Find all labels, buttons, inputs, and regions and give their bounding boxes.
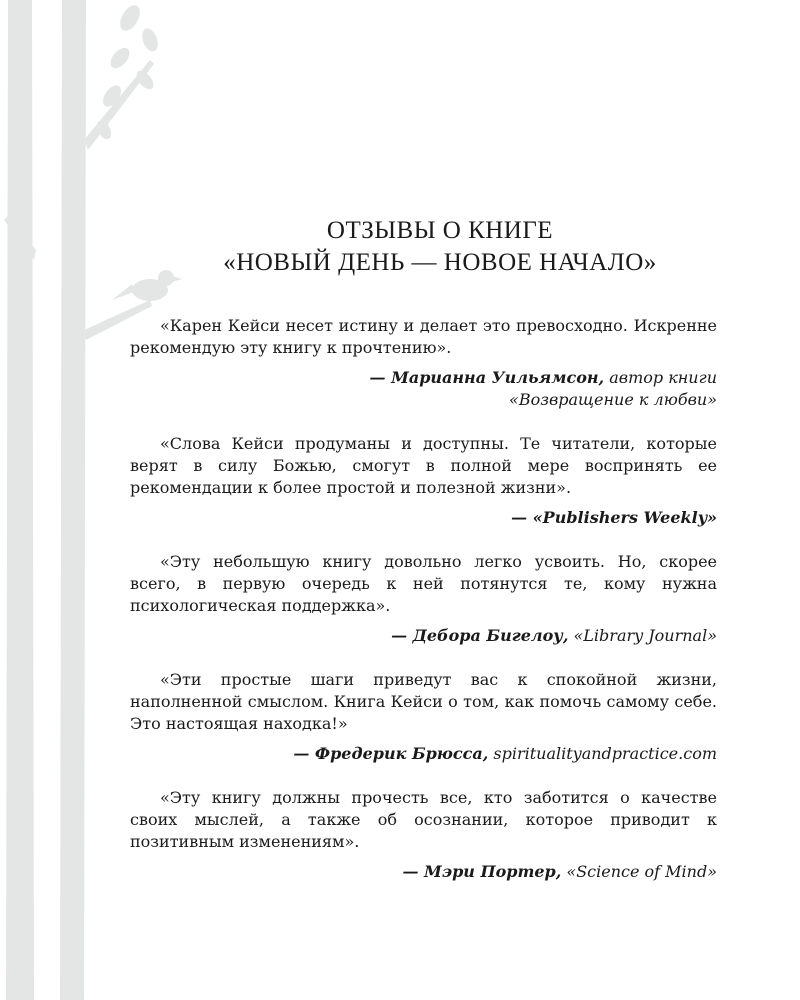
- review-source: spiritualityandpractice.com: [493, 744, 717, 763]
- review-attribution: [130, 625, 717, 647]
- review-attribution: [130, 367, 717, 411]
- page-title: [0, 215, 800, 279]
- review-quote: «Карен Кейси несет истину и делает это превосходно. Искренне рекомендую эту книгу к прочтению».: [130, 316, 717, 357]
- review-author: — Дебора Бигелоу,: [391, 626, 569, 645]
- review-author: — Фредерик Брюсса,: [293, 744, 489, 763]
- title-line-2: «НОВЫЙ ДЕНЬ — НОВОЕ НАЧАЛО»: [223, 249, 657, 276]
- review-source: автор книги: [609, 368, 717, 387]
- review-item: [130, 551, 717, 647]
- review-item: [130, 669, 717, 765]
- review-quote: «Эту книгу должны прочесть все, кто заботится о качестве своих мыслей, а также об осознании, которое приводит к позитивным изменениям».: [130, 788, 717, 851]
- reviews-list: [130, 315, 717, 905]
- review-item: [130, 315, 717, 411]
- review-attribution: [130, 861, 717, 883]
- review-source: «Library Journal»: [573, 626, 717, 645]
- review-author: — Мэри Портер,: [402, 862, 562, 881]
- review-item: [130, 787, 717, 883]
- review-item: [130, 433, 717, 529]
- title-line-1: ОТЗЫВЫ О КНИГЕ: [326, 217, 554, 244]
- review-quote: «Эти простые шаги приведут вас к спокойной жизни, наполненной смыслом. Книга Кейси о том, как помочь самому себе. Это настоящая находка!»: [130, 670, 717, 733]
- review-attribution: [130, 507, 717, 529]
- review-quote: «Слова Кейси продуманы и доступны. Те читатели, которые верят в силу Божью, смогут в полной мере воспринять ее рекомендации к более простой и полезной жизни».: [130, 434, 717, 497]
- review-source-book: «Возвращение к любви»: [509, 390, 717, 409]
- review-author: — Марианна Уильямсон,: [369, 368, 605, 387]
- review-quote: «Эту небольшую книгу довольно легко усвоить. Но, скорее всего, в первую очередь к ней потянутся те, кому нужна психологическая поддержка».: [130, 552, 717, 615]
- review-author: — «Publishers Weekly»: [511, 508, 717, 527]
- review-attribution: [130, 743, 717, 765]
- review-source: «Science of Mind»: [566, 862, 717, 881]
